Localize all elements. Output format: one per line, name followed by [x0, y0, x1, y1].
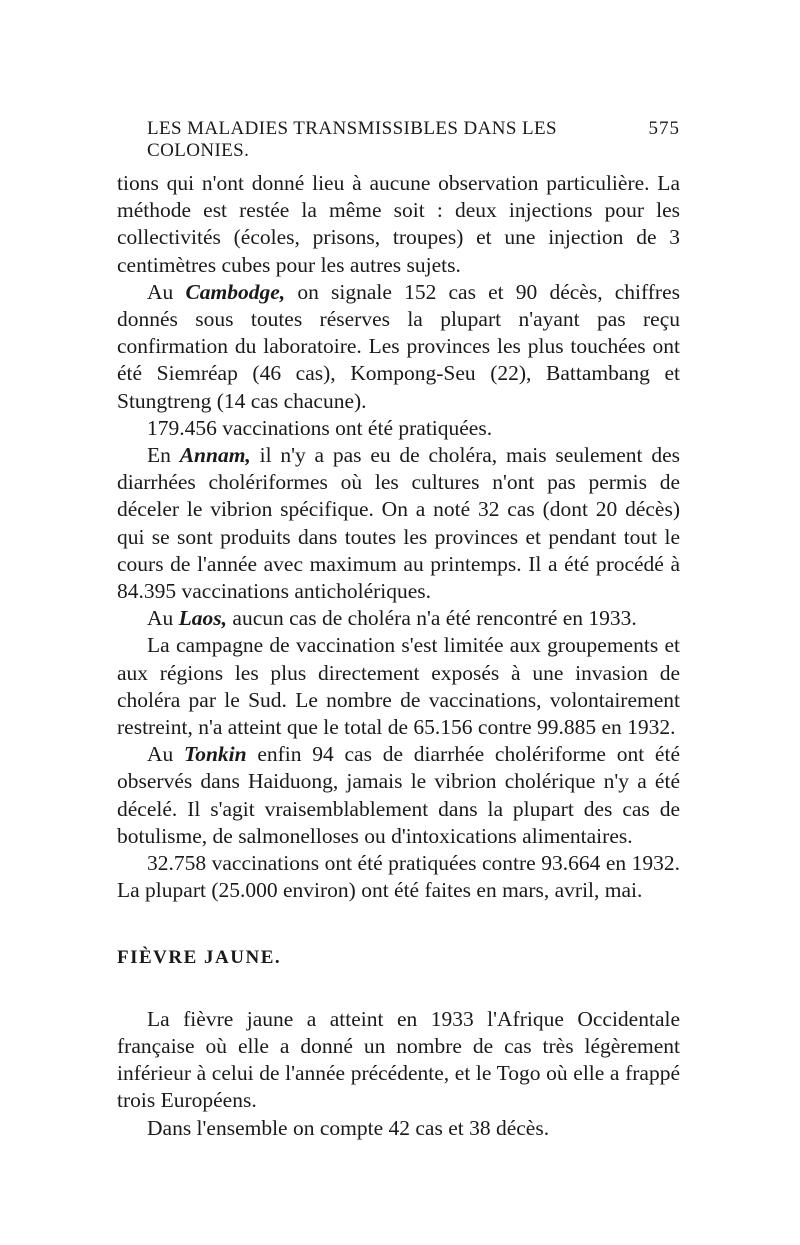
- paragraph-cambodge: Au Cambodge, on signale 152 cas et 90 décès, chiffres donnés sous toutes réserves la plupart n'ayant pas reçu confirmation du laboratoire. Les provinces les plus touchées ont été Siemréap (46 cas), Kompong-Seu (22), Battambang et Stungtreng (14 cas chacune).: [117, 279, 680, 413]
- paragraph-laos: Au Laos, aucun cas de choléra n'a été rencontré en 1933.: [147, 606, 637, 631]
- paragraph: La campagne de vaccination s'est limitée aux groupements et aux régions les plus directement exposés à une invasion de choléra par le Sud. Le nombre de vaccinations, volontairement restreint, n'a atteint que le total de 65.156 contre 99.885 en 1932.: [117, 633, 680, 740]
- section-heading: FIÈVRE JAUNE.: [117, 947, 282, 969]
- paragraph: Dans l'ensemble on compte 42 cas et 38 décès.: [147, 1115, 550, 1140]
- page-number: 575: [648, 118, 680, 139]
- place-name: Tonkin: [184, 742, 247, 767]
- paragraph: tions qui n'ont donné lieu à aucune observation particulière. La méthode est restée la même soit : deux injections pour les collectivités (écoles, prisons, troupes) et une injection de 3 centimètres cubes pour les autres sujets.: [117, 171, 680, 277]
- paragraph: 32.758 vaccinations ont été pratiquées contre 93.664 en 1932. La plupart (25.000 environ) ont été faites en mars, avril, mai.: [117, 851, 680, 903]
- place-name: Annam,: [179, 443, 251, 468]
- paragraph-annam: En Annam, il n'y a pas eu de choléra, mais seulement des diarrhées cholériformes où les cultures n'ont pas permis de déceler le vibrion spécifique. On a noté 32 cas (dont 20 décès) qui se sont produits dans toutes les provinces et pendant tout le cours de l'année avec maximum au printemps. Il a été procédé à 84.395 vaccinations anticholériques.: [117, 443, 680, 604]
- body-text: [117, 170, 680, 1142]
- paragraph: La fièvre jaune a atteint en 1933 l'Afrique Occidentale française où elle a donné un nombre de cas très légèrement inférieur à celui de l'année précédente, et le Togo où elle a frappé trois Européens.: [117, 1006, 680, 1113]
- paragraph: 179.456 vaccinations ont été pratiquées.: [147, 415, 493, 440]
- running-header: [147, 118, 680, 162]
- running-title: LES MALADIES TRANSMISSIBLES DANS LES COLONIES.: [147, 118, 557, 161]
- paragraph-tonkin: Au Tonkin enfin 94 cas de diarrhée cholériforme ont été observés dans Haiduong, jamais le vibrion cholérique n'y a été décelé. Il s'agit vraisemblablement dans la plupart des cas de botulisme, de salmonelloses ou d'intoxications alimentaires.: [117, 742, 680, 848]
- place-name: Cambodge,: [185, 279, 286, 304]
- place-name: Laos,: [178, 606, 228, 631]
